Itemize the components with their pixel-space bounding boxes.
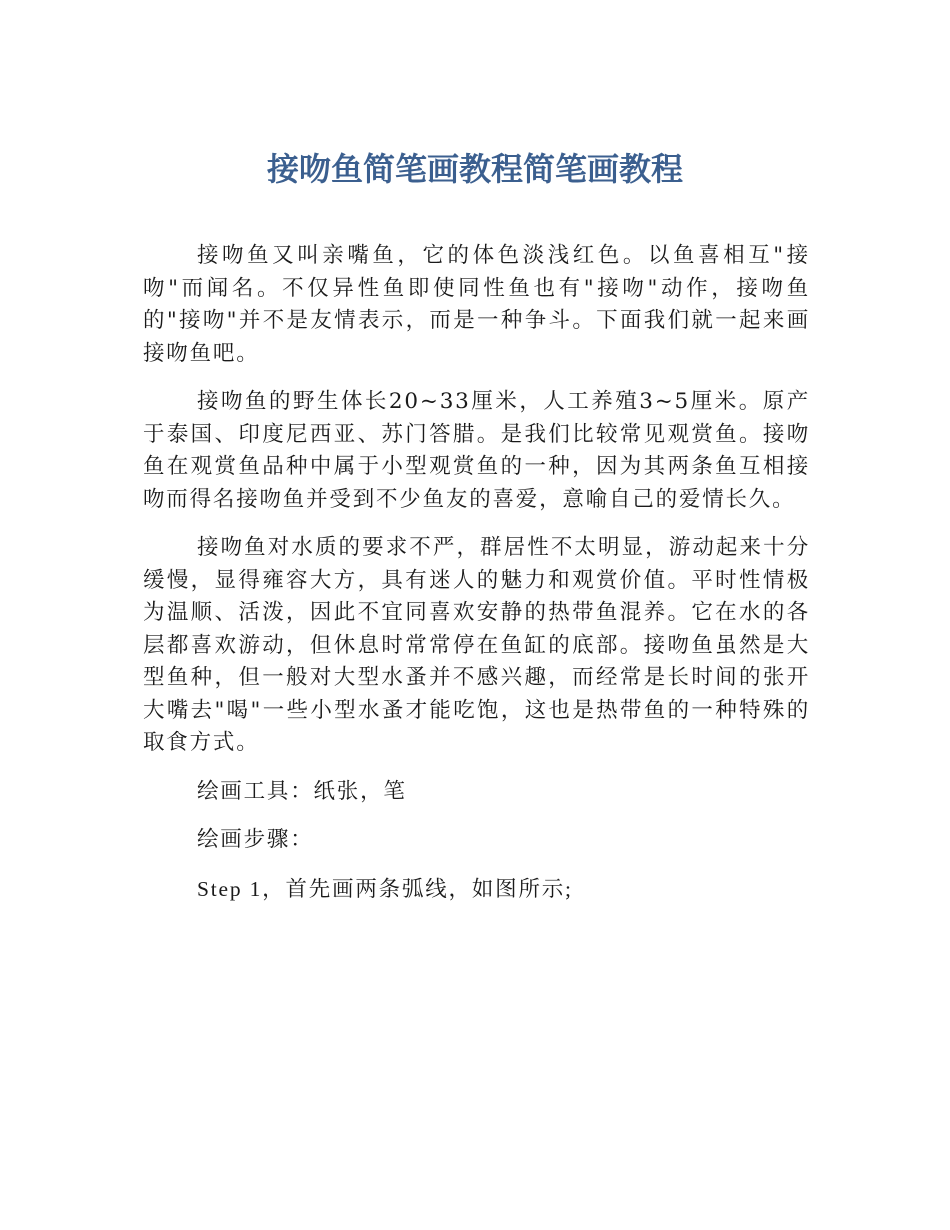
- document-body: [143, 240, 810, 921]
- paragraph-size-origin: 接吻鱼的野生体长20~33厘米，人工养殖3~5厘米。原产于泰国、印度尼西亚、苏门答腊。是我们比较常见观赏鱼。接吻鱼在观赏鱼品种中属于小型观赏鱼的一种，因为其两条鱼互相接吻而得名接吻鱼并受到不少鱼友的喜爱，意喻自己的爱情长久。: [143, 389, 810, 512]
- paragraph-step-1: Step 1，首先画两条弧线，如图所示;: [197, 876, 573, 901]
- paragraph-intro: 接吻鱼又叫亲嘴鱼，它的体色淡浅红色。以鱼喜相互"接吻"而闻名。不仅异性鱼即使同性鱼也有"接吻"动作，接吻鱼的"接吻"并不是友情表示，而是一种争斗。下面我们就一起来画接吻鱼吧。: [143, 243, 810, 366]
- document-title: 接吻鱼简笔画教程简笔画教程: [266, 150, 683, 188]
- paragraph-habits: 接吻鱼对水质的要求不严，群居性不太明显，游动起来十分缓慢，显得雍容大方，具有迷人的魅力和观赏价值。平时性情极为温顺、活泼，因此不宜同喜欢安静的热带鱼混养。它在水的各层都喜欢游动，但休息时常常停在鱼缸的底部。接吻鱼虽然是大型鱼种，但一般对大型水蚤并不感兴趣，而经常是长时间的张开大嘴去"喝"一些小型水蚤才能吃饱，这也是热带鱼的一种特殊的取食方式。: [143, 535, 810, 755]
- paragraph-tools: 绘画工具：纸张，笔: [197, 778, 407, 804]
- paragraph-steps-heading: 绘画步骤：: [197, 827, 314, 852]
